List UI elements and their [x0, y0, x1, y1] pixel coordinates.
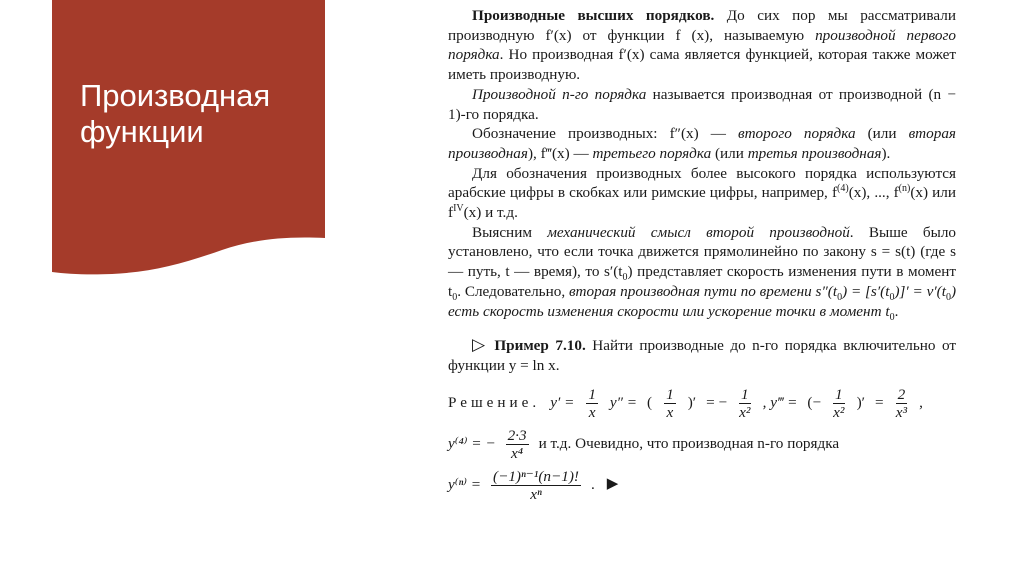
text: . — [590, 476, 595, 494]
formula-text: , y‴ = — [762, 394, 798, 412]
superscript: (4) — [837, 183, 849, 195]
subscript: 0 — [452, 291, 458, 303]
text-italic: вторая производная — [448, 125, 956, 162]
fraction — [586, 386, 598, 421]
text: До сих пор мы рассматривали производную f′(x) от функции f (x), называемую — [448, 7, 956, 44]
paren-open: ( — [647, 394, 653, 412]
denominator: x⁴ — [511, 444, 524, 462]
text-italic: производной первого порядка — [448, 26, 956, 64]
text: ). — [881, 144, 891, 162]
subscript: 0 — [889, 311, 895, 323]
text: . Следовательно, — [457, 282, 569, 300]
numerator: 1 — [741, 385, 749, 403]
end-triangle-icon: ▶ — [606, 476, 619, 493]
text-italic: Производной n-го порядка — [472, 85, 647, 103]
paragraph-higher-notation — [448, 164, 956, 223]
text-italic: ) есть скорость изменения скорости или ускорение точки в момент t — [448, 282, 956, 320]
text: и т.д. Очевидно, что производная n-го порядка — [538, 435, 840, 453]
formula-text: y′ = — [550, 394, 575, 412]
comma: , — [919, 394, 923, 412]
superscript: (n) — [898, 183, 911, 195]
fraction — [739, 386, 751, 421]
numerator: 1 — [588, 385, 596, 403]
text-italic: второго порядка — [737, 125, 856, 143]
numerator: 2·3 — [507, 426, 527, 444]
text-italic: механический смысл второй производной — [547, 223, 850, 241]
text-italic: третьего порядка — [592, 144, 712, 162]
text: (x) и т.д. — [463, 204, 518, 222]
paragraph-higher-derivatives — [448, 6, 956, 85]
paren-open: (− — [807, 394, 822, 412]
denominator: x — [588, 403, 596, 421]
solution-row-2 — [448, 427, 956, 462]
triangle-icon: ▷ — [472, 335, 488, 355]
fraction — [506, 427, 529, 462]
solution-label: Решение. — [448, 394, 541, 412]
denominator: x³ — [895, 403, 908, 421]
example-label: Пример 7.10. — [494, 337, 586, 355]
formula-text: = — [875, 394, 884, 412]
text: (или — [711, 144, 748, 162]
scanned-page — [448, 6, 956, 574]
fraction — [491, 468, 581, 503]
numerator: (−1)ⁿ⁻¹(n−1)! — [493, 467, 579, 485]
text: Обозначение производных: f″(x) — — [472, 125, 738, 143]
text: . — [894, 302, 899, 320]
formula-text: = − — [706, 394, 728, 412]
subscript: 0 — [889, 291, 895, 303]
formula-text: y⁽⁴⁾ = − — [448, 435, 496, 453]
fraction — [664, 386, 676, 421]
text: ), f‴(x) — — [527, 144, 593, 162]
example-heading — [448, 335, 956, 375]
paragraph-heading: Производные высших порядков. — [472, 7, 715, 24]
fraction — [896, 386, 908, 421]
numerator: 1 — [666, 385, 674, 403]
denominator: x² — [739, 403, 751, 421]
formula-text: y⁽ⁿ⁾ = — [448, 476, 482, 494]
formula-text: y″ = — [609, 394, 638, 412]
text: (x) или f — [448, 184, 956, 222]
solution-row-1 — [448, 386, 956, 421]
subscript: 0 — [945, 291, 951, 303]
paren-close: )′ — [687, 394, 697, 412]
text: Для обозначения производных более высокого порядка используются арабские цифры в скобках или римские цифры, например, f — [448, 164, 956, 202]
text-italic: ) = [s′(t — [842, 282, 890, 300]
slide-title: Производная функции — [80, 78, 271, 149]
text-italic: вторая производная пути по времени s″(t — [568, 282, 838, 300]
paragraph-nth-derivative — [448, 85, 956, 124]
text: Выясним — [472, 223, 548, 241]
numerator: 1 — [835, 385, 843, 403]
text: . Выше было установлено, что если точка движется прямолинейно по закону s = s(t) (где s — путь, t — время), то s′(t — [448, 223, 956, 281]
numerator: 2 — [897, 385, 906, 403]
text: называется производная от производной (n − 1)-го порядка. — [448, 85, 956, 123]
text: (x), ..., f — [848, 184, 899, 202]
text: . Но производная f′(x) сама является функцией, которая также может иметь производную. — [448, 46, 956, 84]
paragraph-notation — [448, 124, 956, 163]
text-italic: )]′ = v′(t — [894, 282, 946, 300]
text-italic: третья производная — [747, 144, 882, 162]
paragraph-mechanical-meaning — [448, 223, 956, 322]
text: (или — [855, 125, 909, 143]
denominator: xⁿ — [530, 485, 542, 503]
solution-row-3 — [448, 468, 956, 503]
subscript: 0 — [837, 291, 843, 303]
denominator: x — [666, 403, 674, 421]
denominator: x² — [833, 403, 845, 421]
superscript: IV — [453, 202, 464, 214]
subscript: 0 — [622, 272, 628, 284]
text: Найти производные до n-го порядка включительно от функции y = ln x. — [448, 337, 957, 374]
paren-close: )′ — [856, 394, 865, 412]
text: ) представляет скорость изменения пути в момент t — [448, 263, 956, 300]
fraction — [833, 386, 845, 421]
